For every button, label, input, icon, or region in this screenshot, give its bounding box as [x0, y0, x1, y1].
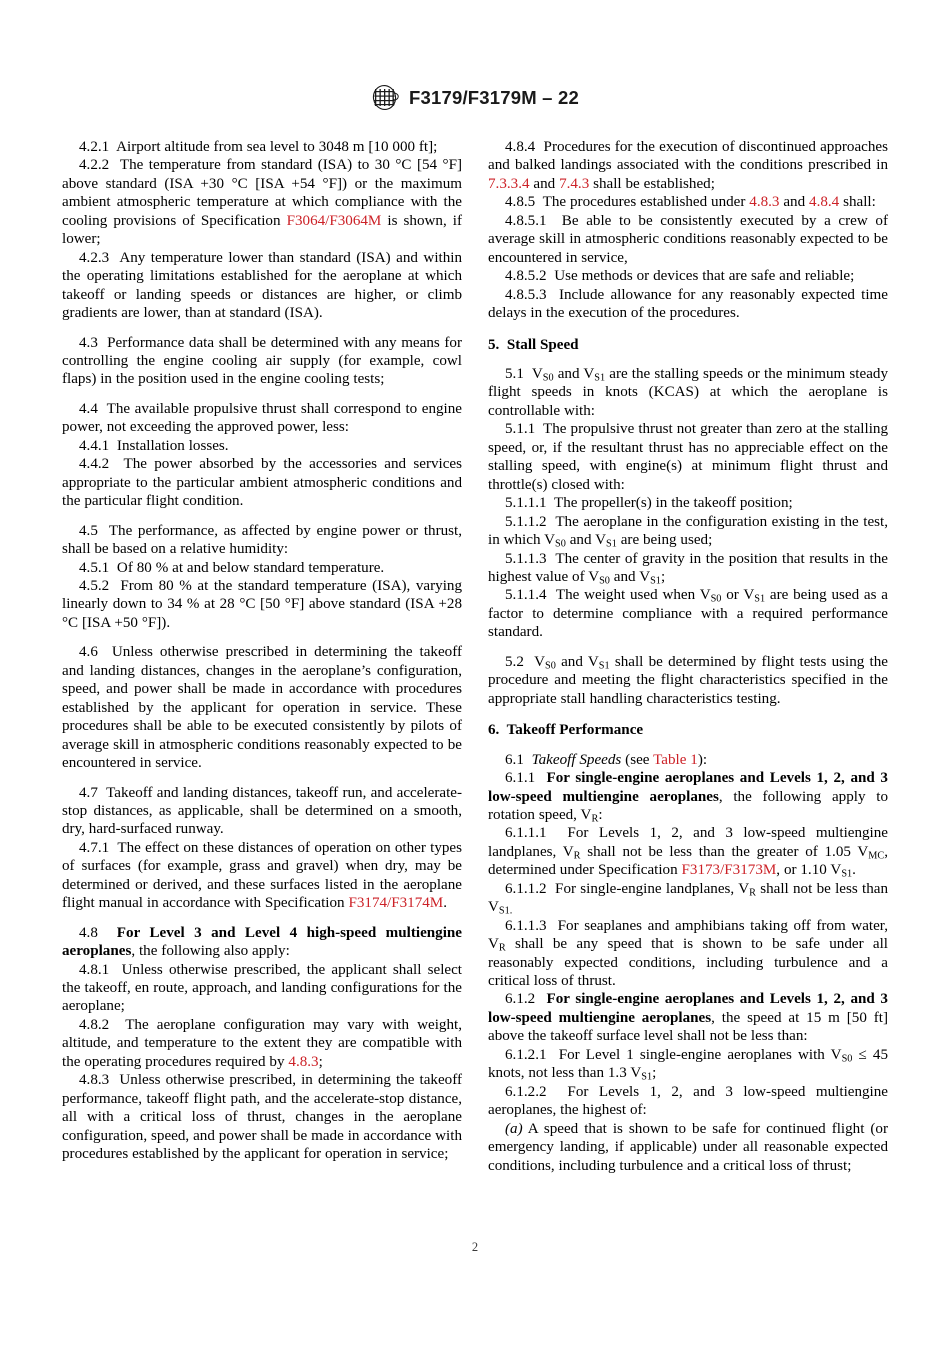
paragraph-p-4-8: 4.8 For Level 3 and Level 4 high-speed multiengine aeroplanes, the following also apply: [62, 924, 462, 960]
paragraph-p-4-5-1: 4.5.1 Of 80 % at and below standard temperature. [79, 559, 385, 576]
paragraph-p-4-8-5-3: 4.8.5.3 Include allowance for any reasonably expected time delays in the execution of the procedures. [488, 286, 888, 322]
paragraph-p-5-1-1-1: 5.1.1.1 The propeller(s) in the takeoff position; [505, 495, 793, 512]
paragraph-p-4-2-1: 4.2.1 Airport altitude from sea level to 3048 m [10 000 ft]; [79, 139, 438, 155]
paragraph-p-6-1-2-2-a: (a) A speed that is shown to be safe for continued flight (or emergency landing, if applicable) under all reasonable expected conditions, including turbulence and a critical loss of thrust; [488, 1120, 888, 1174]
paragraph-p-5-1-1-3: 5.1.1.3 The center of gravity in the position that results in the highest value of $V_{S0}$ and $V_{S1}$; [488, 550, 888, 587]
paragraph-p-6-1-2-2: 6.1.2.2 For Levels 1, 2, and 3 low-speed multiengine aeroplanes, the highest of: [488, 1083, 888, 1119]
paragraph-p-4-8-5-1: 4.8.5.1 Be able to be consistently executed by a crew of average skill in atmospheric conditions reasonably expected to be encountered in service, [488, 212, 888, 266]
left-column [62, 138, 462, 1164]
paragraph-p-4-5-2: 4.5.2 From 80 % at the standard temperature (ISA), varying linearly down to 34 % at 28 °C [50 °F] above standard (ISA +28 °C [ISA +50 °F]). [62, 577, 462, 631]
page-header [0, 84, 950, 111]
cross-reference-link[interactable]: F3174/F3174M [348, 895, 444, 912]
paragraph-p-4-8-5-2: 4.8.5.2 Use methods or devices that are safe and reliable; [505, 268, 855, 285]
paragraph-p-6-1: 6.1 Takeoff Speeds (see Table 1): [505, 751, 708, 768]
paragraph-p-6-1-1-3: 6.1.1.3 For seaplanes and amphibians taking off from water, $V_R$ shall be any speed that is shown to be safe under all reasonably expected conditions, including turbulence and a critical loss of thrust. [488, 917, 888, 990]
cross-reference-link[interactable]: F3064/F3064M [286, 212, 382, 229]
paragraph-p-5-1-1-4: 5.1.1.4 The weight used when $V_{S0}$ or $V_{S1}$ are being used as a factor to determine compliance with a required performance standard. [488, 587, 889, 641]
page-number: 2 [471, 1240, 479, 1254]
paragraph-p-4-8-1: 4.8.1 Unless otherwise prescribed, the applicant shall select the takeoff, en route, approach, and landing configurations for the aeroplane; [62, 961, 462, 1015]
cross-reference-link[interactable]: 4.8.4 [809, 194, 840, 211]
paragraph-p-4-7-1: 4.7.1 The effect on these distances of operation on other types of surfaces (for example, grass and gravel) when dry, may be determined or derived, and these surfaces listed in the aeroplane flight manual in accordance with Specification F3174/F3174M. [62, 839, 462, 912]
cross-reference-link[interactable]: Table 1 [653, 751, 698, 768]
paragraph-p-4-5: 4.5 The performance, as affected by engine power or thrust, shall be based on a relative humidity: [62, 522, 462, 558]
paragraph-p-5-1-1-2: 5.1.1.2 The aeroplane in the configuration existing in the test, in which $V_{S0}$ and $V_{S1}$ are being used; [488, 513, 888, 550]
paragraph-p-6-1-1: 6.1.1 For single-engine aeroplanes and Levels 1, 2, and 3 low-speed multiengine aeroplanes, the following apply to rotation speed, $V_R$: [488, 770, 888, 825]
paragraph-p-4-8-2: 4.8.2 The aeroplane configuration may vary with weight, altitude, and temperature to the extent they are compatible with the operating procedures required by 4.8.3; [62, 1016, 462, 1070]
two-column-body [62, 138, 888, 1175]
section-heading-h-6: 6. Takeoff Performance [488, 722, 644, 739]
paragraph-p-4-2-3: 4.2.3 Any temperature lower than standard (ISA) and within the operating limitations established for the aeroplane at which takeoff or landing speeds or distances are higher, or climb gradients are lower, than at standard (ISA). [62, 249, 462, 322]
paragraph-p-4-2-2: 4.2.2 The temperature from standard (ISA) to 30 °C [54 °F] above standard (ISA +30 °C [ISA +54 °F]) or the maximum ambient atmospheric temperature at which compliance with the cooling provisions of Specification F3064/F3064M is shown, if lower; [62, 157, 462, 248]
paragraph-p-4-4-1: 4.4.1 Installation losses. [79, 437, 229, 454]
paragraph-p-6-1-1-2: 6.1.1.2 For single-engine landplanes, $V_R$ shall not be less than $V_{S1.}$ [488, 880, 888, 917]
paragraph-p-6-1-2: 6.1.2 For single-engine aeroplanes and Levels 1, 2, and 3 low-speed multiengine aeroplanes, the speed at 15 m [50 ft] above the takeoff surface level shall not be less than: [488, 991, 889, 1045]
section-heading-h-5: 5. Stall Speed [488, 336, 579, 353]
right-column [488, 138, 888, 1175]
astm-logo-icon [371, 84, 401, 111]
paragraph-p-4-3: 4.3 Performance data shall be determined with any means for controlling the engine cooling air supply (for example, cowl flaps) in the position used in the engine cooling tests; [62, 334, 462, 388]
paragraph-p-5-1: 5.1 $V_{S0}$ and $V_{S1}$ are the stalling speeds or the minimum steady flight speeds in knots (KCAS) at which the aeroplane is controllable with: [488, 365, 888, 419]
paragraph-p-5-2: 5.2 $V_{S0}$ and $V_{S1}$ shall be determined by flight tests using the procedure and meeting the flight characteristics specified in the appropriate stall handling characteristics testing. [488, 653, 888, 707]
paragraph-p-6-1-1-1: 6.1.1.1 For Levels 1, 2, and 3 low-speed multiengine landplanes, $V_R$ shall not be less than the greater of 1.05 $V_{MC}$, determined under Specification F3173/F3173M, or 1.10 $V_{S1}$. [488, 825, 888, 880]
paragraph-p-4-8-4: 4.8.4 Procedures for the execution of discontinued approaches and balked landings associated with the conditions prescribed in 7.3.3.4 and 7.4.3 shall be established; [488, 139, 888, 192]
cross-reference-link[interactable]: 7.3.3.4 [488, 175, 530, 192]
paragraph-p-4-8-5: 4.8.5 The procedures established under 4.8.3 and 4.8.4 shall: [505, 194, 876, 211]
paragraph-p-4-4-2: 4.4.2 The power absorbed by the accessories and services appropriate to the particular ambient atmospheric conditions and the particular flight condition. [62, 456, 462, 510]
document-designation: F3179/F3179M – 22 [408, 86, 579, 108]
paragraph-p-4-6: 4.6 Unless otherwise prescribed in determining the takeoff and landing distances, changes in the aeroplane’s configuration, speed, and power shall be made in accordance with procedures established by the applicant for operation in service. These procedures shall be able to be executed consistently by pilots of average skill in atmospheric conditions reasonably expected to be encountered in service. [62, 644, 462, 772]
paragraph-p-6-1-2-1: 6.1.2.1 For Level 1 single-engine aeroplanes with $V_{S0} \le 45$ knots, not less than 1.3 $V_{S1}$; [488, 1046, 889, 1083]
cross-reference-link[interactable]: F3173/F3173M [681, 862, 777, 879]
paragraph-p-4-8-3: 4.8.3 Unless otherwise prescribed, in determining the takeoff performance, takeoff flight path, and the accelerate-stop distance, all with a critical loss of thrust, changes in the aeroplane configuration, speed, and power shall be made in accordance with procedures established by the applicant for operation in service; [62, 1072, 462, 1163]
paragraph-p-5-1-1: 5.1.1 The propulsive thrust not greater than zero at the stalling speed, or, if the resultant thrust has no appreciable effect on the stalling speed, with engine(s) at minimum flight thrust and throttle(s) closed with: [488, 421, 888, 493]
paragraph-p-4-4: 4.4 The available propulsive thrust shall correspond to engine power, not exceeding the approved power, less: [62, 400, 462, 436]
paragraph-p-4-7: 4.7 Takeoff and landing distances, takeoff run, and accelerate-stop distances, as applicable, shall be determined on a smooth, dry, hard-surfaced runway. [62, 784, 462, 838]
cross-reference-link[interactable]: 4.8.3 [749, 194, 780, 211]
cross-reference-link[interactable]: 7.4.3 [559, 175, 590, 192]
cross-reference-link[interactable]: 4.8.3 [288, 1053, 319, 1070]
